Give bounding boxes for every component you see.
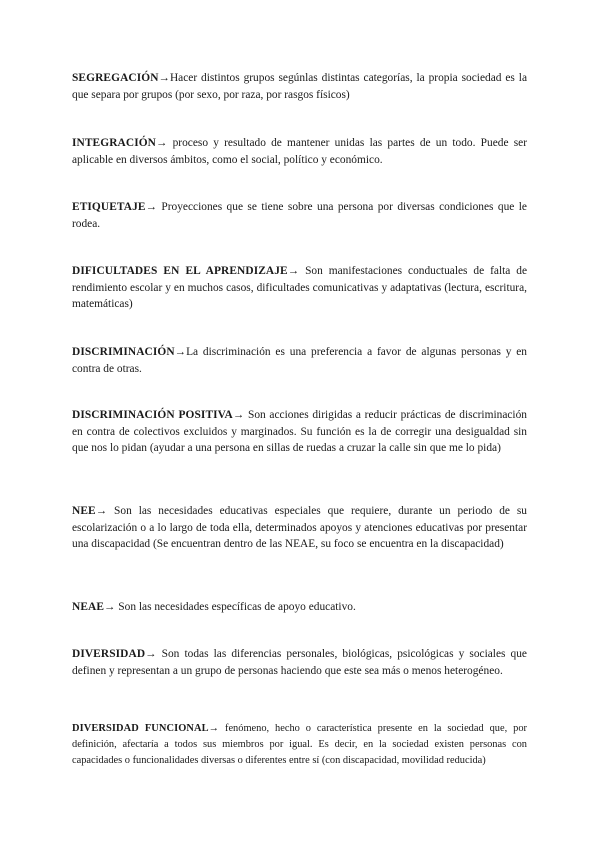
arrow: → xyxy=(158,72,170,84)
term-dificultades-aprendizaje: DIFICULTADES EN EL APRENDIZAJE xyxy=(72,265,288,277)
definition-etiquetaje: Proyecciones que se tiene sobre una persona por diversas condiciones que le rodea. xyxy=(72,201,527,230)
arrow: → xyxy=(95,505,108,517)
term-neae: NEAE xyxy=(72,601,105,613)
term-integracion: INTEGRACIÓN xyxy=(72,137,157,149)
arrow: → xyxy=(104,601,116,613)
entry-diversidad xyxy=(72,646,527,679)
arrow: → xyxy=(156,137,168,149)
entry-etiquetaje xyxy=(72,199,527,232)
definition-nee: Son las necesidades educativas especiales que requiere, durante un periodo de su escolarización o a lo largo de toda ella, determinados apoyos y atenciones educativas por presentar una discapacidad (Se encuentran dentro de las NEAE, su foco se encuentra en la discapacidad) xyxy=(72,505,527,550)
arrow: → xyxy=(232,409,245,421)
definition-dificultades-aprendizaje: Son manifestaciones conductuales de falta de rendimiento escolar y en muchos casos, dificultades comunicativas y adaptativas (lectura, escritura, matemáticas) xyxy=(72,265,528,310)
definition-diversidad-funcional: fenómeno, hecho o característica presente en la sociedad que, por definición, afectaría a todos sus miembros por igual. Es decir, en la sociedad existen personas con capacidades o funcionalidades diversas o diferentes entre sí (con discapacidad, movilidad reducida) xyxy=(72,723,527,766)
arrow: → xyxy=(145,648,157,660)
term-diversidad-funcional: DIVERSIDAD FUNCIONAL xyxy=(72,723,209,734)
term-etiquetaje: ETIQUETAJE xyxy=(72,201,146,213)
entry-diversidad-funcional xyxy=(72,721,527,769)
entry-discriminacion-positiva xyxy=(72,407,527,457)
entry-nee xyxy=(72,503,527,553)
term-discriminacion-positiva: DISCRIMINACIÓN POSITIVA xyxy=(72,409,233,421)
definition-integracion: proceso y resultado de mantener unidas las partes de un todo. Puede ser aplicable en diversos ámbitos, como el social, político y económico. xyxy=(72,137,527,166)
definition-discriminacion-positiva: Son acciones dirigidas a reducir prácticas de discriminación en contra de colectivos excluidos y marginados. Su función es la de corregir una desigualdad sin que nos lo pidan (ayudar a una persona en sillas de ruedas a cruzar la calle sin que me lo pida) xyxy=(72,409,527,454)
definition-diversidad: Son todas las diferencias personales, biológicas, psicológicas y sociales que definen y representan a un grupo de personas haciendo que este sea más o menos heterogéneo. xyxy=(72,648,527,677)
term-segregacion: SEGREGACIÓN xyxy=(72,72,159,84)
term-diversidad: DIVERSIDAD xyxy=(72,648,146,660)
entry-neae xyxy=(72,599,527,616)
definition-discriminacion: La discriminación es una preferencia a favor de algunas personas y en contra de otras. xyxy=(72,346,527,375)
entry-dificultades-aprendizaje xyxy=(72,263,527,313)
entry-discriminacion xyxy=(72,344,527,377)
definition-segregacion: Hacer distintos grupos segúnlas distintas categorías, la propia sociedad es la que separa por grupos (por sexo, por raza, por rasgos físicos) xyxy=(72,72,527,101)
term-discriminacion: DISCRIMINACIÓN xyxy=(72,346,175,358)
arrow: → xyxy=(208,723,220,734)
entry-integracion xyxy=(72,135,527,168)
arrow: → xyxy=(174,346,187,358)
entry-segregacion xyxy=(72,70,527,103)
arrow: → xyxy=(145,201,157,213)
arrow: → xyxy=(287,265,300,277)
term-nee: NEE xyxy=(72,505,96,517)
definition-neae: Son las necesidades específicas de apoyo educativo. xyxy=(115,601,356,613)
